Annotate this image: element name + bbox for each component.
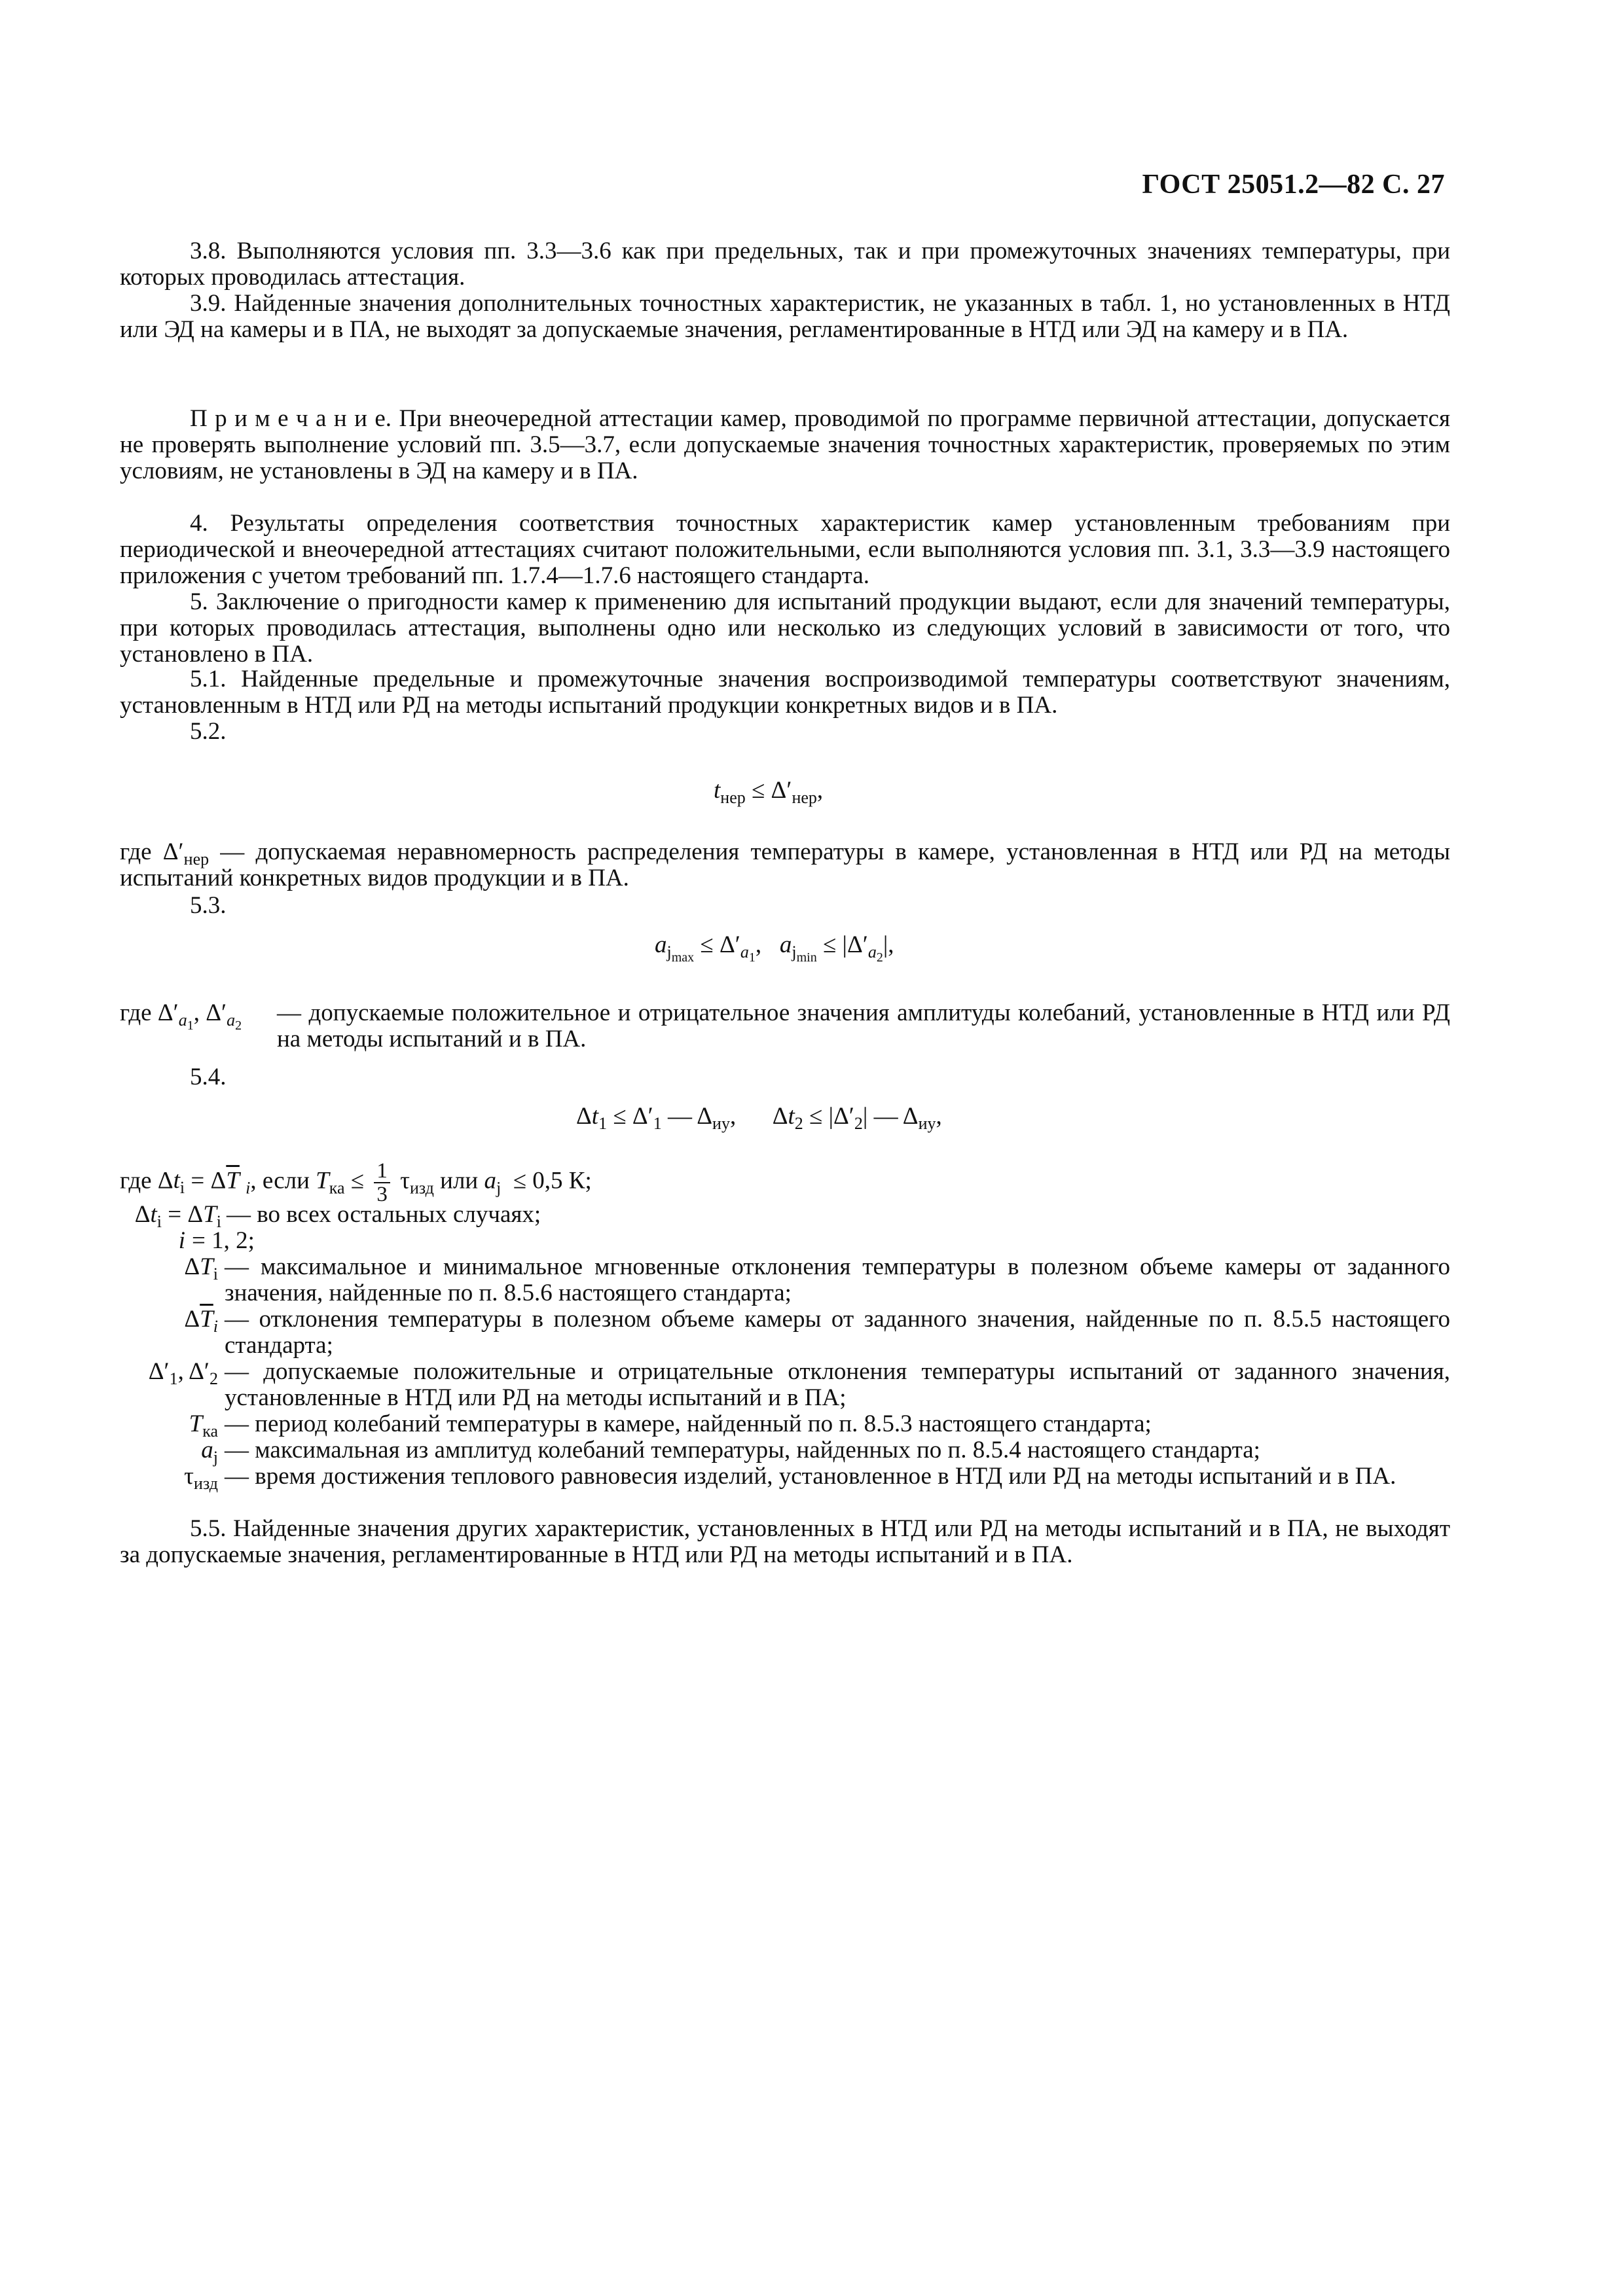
def-text-1: = 1, 2; [192,1227,255,1254]
formula-5-4: $\Delta t_1 \le \Delta'_1$ — $\Delta_{иу}$, $\Delta t_2 \le |\Delta'_2|$ — $\Delta_{иу}$, [576,1103,942,1133]
formula-5-3: $a_{j_{max}} \le \Delta'_{a_1}$, $a_{j_{min}} \le |\Delta'_{a_2}|$, [655,931,894,965]
def-text-0: — во всех остальных случаях; [227,1201,541,1228]
note [120,406,1450,484]
clause-5-2-label: 5.2. [190,718,227,745]
def-term-5: $T_{ка}$ [189,1410,218,1441]
page-header: ГОСТ 25051.2—82 С. 27 [1142,170,1445,200]
cond-if: , если [250,1167,310,1194]
clause-3-8: 3.8. Выполняются условия пп. 3.3—3.6 как при предельных, так и при промежуточных значениях температуры, при которых проводилась аттестация. [120,238,1450,291]
where-5-2 [120,839,1450,891]
where-5-3-desc: — допускаемые положительное и отрицательное значения амплитуды колебаний, установленные в НТД или РД на методы испытаний и в ПА. [277,999,1450,1052]
note-text: При внеочередной аттестации камер, проводимой по программе первичной аттестации, допускается не проверять выполнение условий пп. 3.5—3.7, если допускаемые значения точностных характеристик, проверяемых по этим условиям, не установлены в ЭД на камеру и в ПА. [120,405,1450,484]
clause-4: 4. Результаты определения соответствия точностных характеристик камер установленным требованиям при периодической и внеочередной аттестациях считают положительными, если выполняются условия пп. 3.1, 3.3—3.9 настоящего приложения с учетом требований пп. 1.7.4—1.7.6 настоящего стандарта. [120,510,1450,589]
def-term-1: i [178,1227,185,1254]
def-term-7: $\tau_{изд}$ [184,1463,218,1493]
where-5-3-text [277,1000,1450,1052]
where-5-3-term: где $\Delta'_{a_1}$, $\Delta'_{a_2}$ [120,999,242,1033]
def-term-2: $\Delta T_i$ [184,1253,218,1283]
formula-5-2: $t_{нер} \le \Delta'_{нер}$, [714,777,824,807]
def-text-4: — допускаемые положительные и отрицательные отклонения температуры испытаний от заданного значения, установленные в НТД или РД на методы испытаний и в ПА; [225,1358,1450,1411]
def-term-6: $a_j$ [201,1437,218,1467]
def-term-0: $\Delta t_i = \Delta T_i$ [134,1201,221,1231]
def-text-6: — максимальная из амплитуд колебаний температуры, найденных по п. 8.5.4 настоящего стандарта; [225,1437,1260,1463]
clause-5-4-label: 5.4. [190,1064,227,1090]
clause-5-1: 5.1. Найденные предельные и промежуточные значения воспроизводимой температуры соответствуют значениям, установленным в НТД или РД на методы испытаний продукции конкретных видов и в ПА. [120,666,1450,719]
clause-5-3-label: 5.3. [190,892,227,919]
def-term-3: $\Delta\overline{T}_i$ [184,1306,218,1336]
def-text-2: — максимальное и минимальное мгновенные отклонения температуры в полезном объеме камеры от заданного значения, найденные по п. 8.5.6 настоящего стандарта; [225,1253,1450,1306]
clause-3-9: 3.9. Найденные значения дополнительных точностных характеристик, не указанных в табл. 1, но установленных в НТД или ЭД на камеры и в ПА, не выходят за допускаемые значения, регламентированные в НТД или ЭД на камеру и в ПА. [120,290,1450,343]
cond-or: или [440,1167,479,1194]
where-5-2-text: — допускаемая неравномерность распределения температуры в камере, установленная в НТД или РД на методы испытаний конкретных видов продукции и в ПА. [120,838,1451,891]
note-label: П р и м е ч а н и е. [190,405,392,432]
clause-5-5: 5.5. Найденные значения других характеристик, установленных в НТД или РД на методы испытаний и в ПА, не выходят за допускаемые значения, регламентированные в НТД или РД на методы испытаний и в ПА. [120,1515,1450,1568]
where-5-4-first: где $\Delta t_i = \Delta\overline{T}$ $_i$, если $T_{ка}$ ≤ $\frac{1}{3}$ $\tau_{изд}$ или $a_j \le 0,5$ К; [120,1159,592,1206]
where-5-2-sub: нер [183,850,210,869]
cond-limit: ≤ 0,5 К; [513,1167,592,1194]
def-text-3: — отклонения температуры в полезном объеме камеры от заданного значения, найденные по п. 8.5.5 настоящего стандарта; [225,1306,1450,1359]
def-text-5: — период колебаний температуры в камере, найденный по п. 8.5.3 настоящего стандарта; [225,1410,1152,1437]
clause-5: 5. Заключение о пригодности камер к применению для испытаний продукции выдают, если для значений температуры, при которых проводилась аттестация, выполнены одно или несколько из следующих условий в зависимости от того, что установлено в ПА. [120,588,1450,668]
def-text-7: — время достижения теплового равновесия изделий, установленное в НТД или РД на методы испытаний и в ПА. [225,1463,1396,1490]
where-5-2-lead: где Δ′ [120,838,184,865]
fraction-one-third: $\frac{1}{3}$ [374,1160,390,1206]
def-term-4: $\Delta'_1$, $\Delta'_2$ [148,1358,218,1388]
